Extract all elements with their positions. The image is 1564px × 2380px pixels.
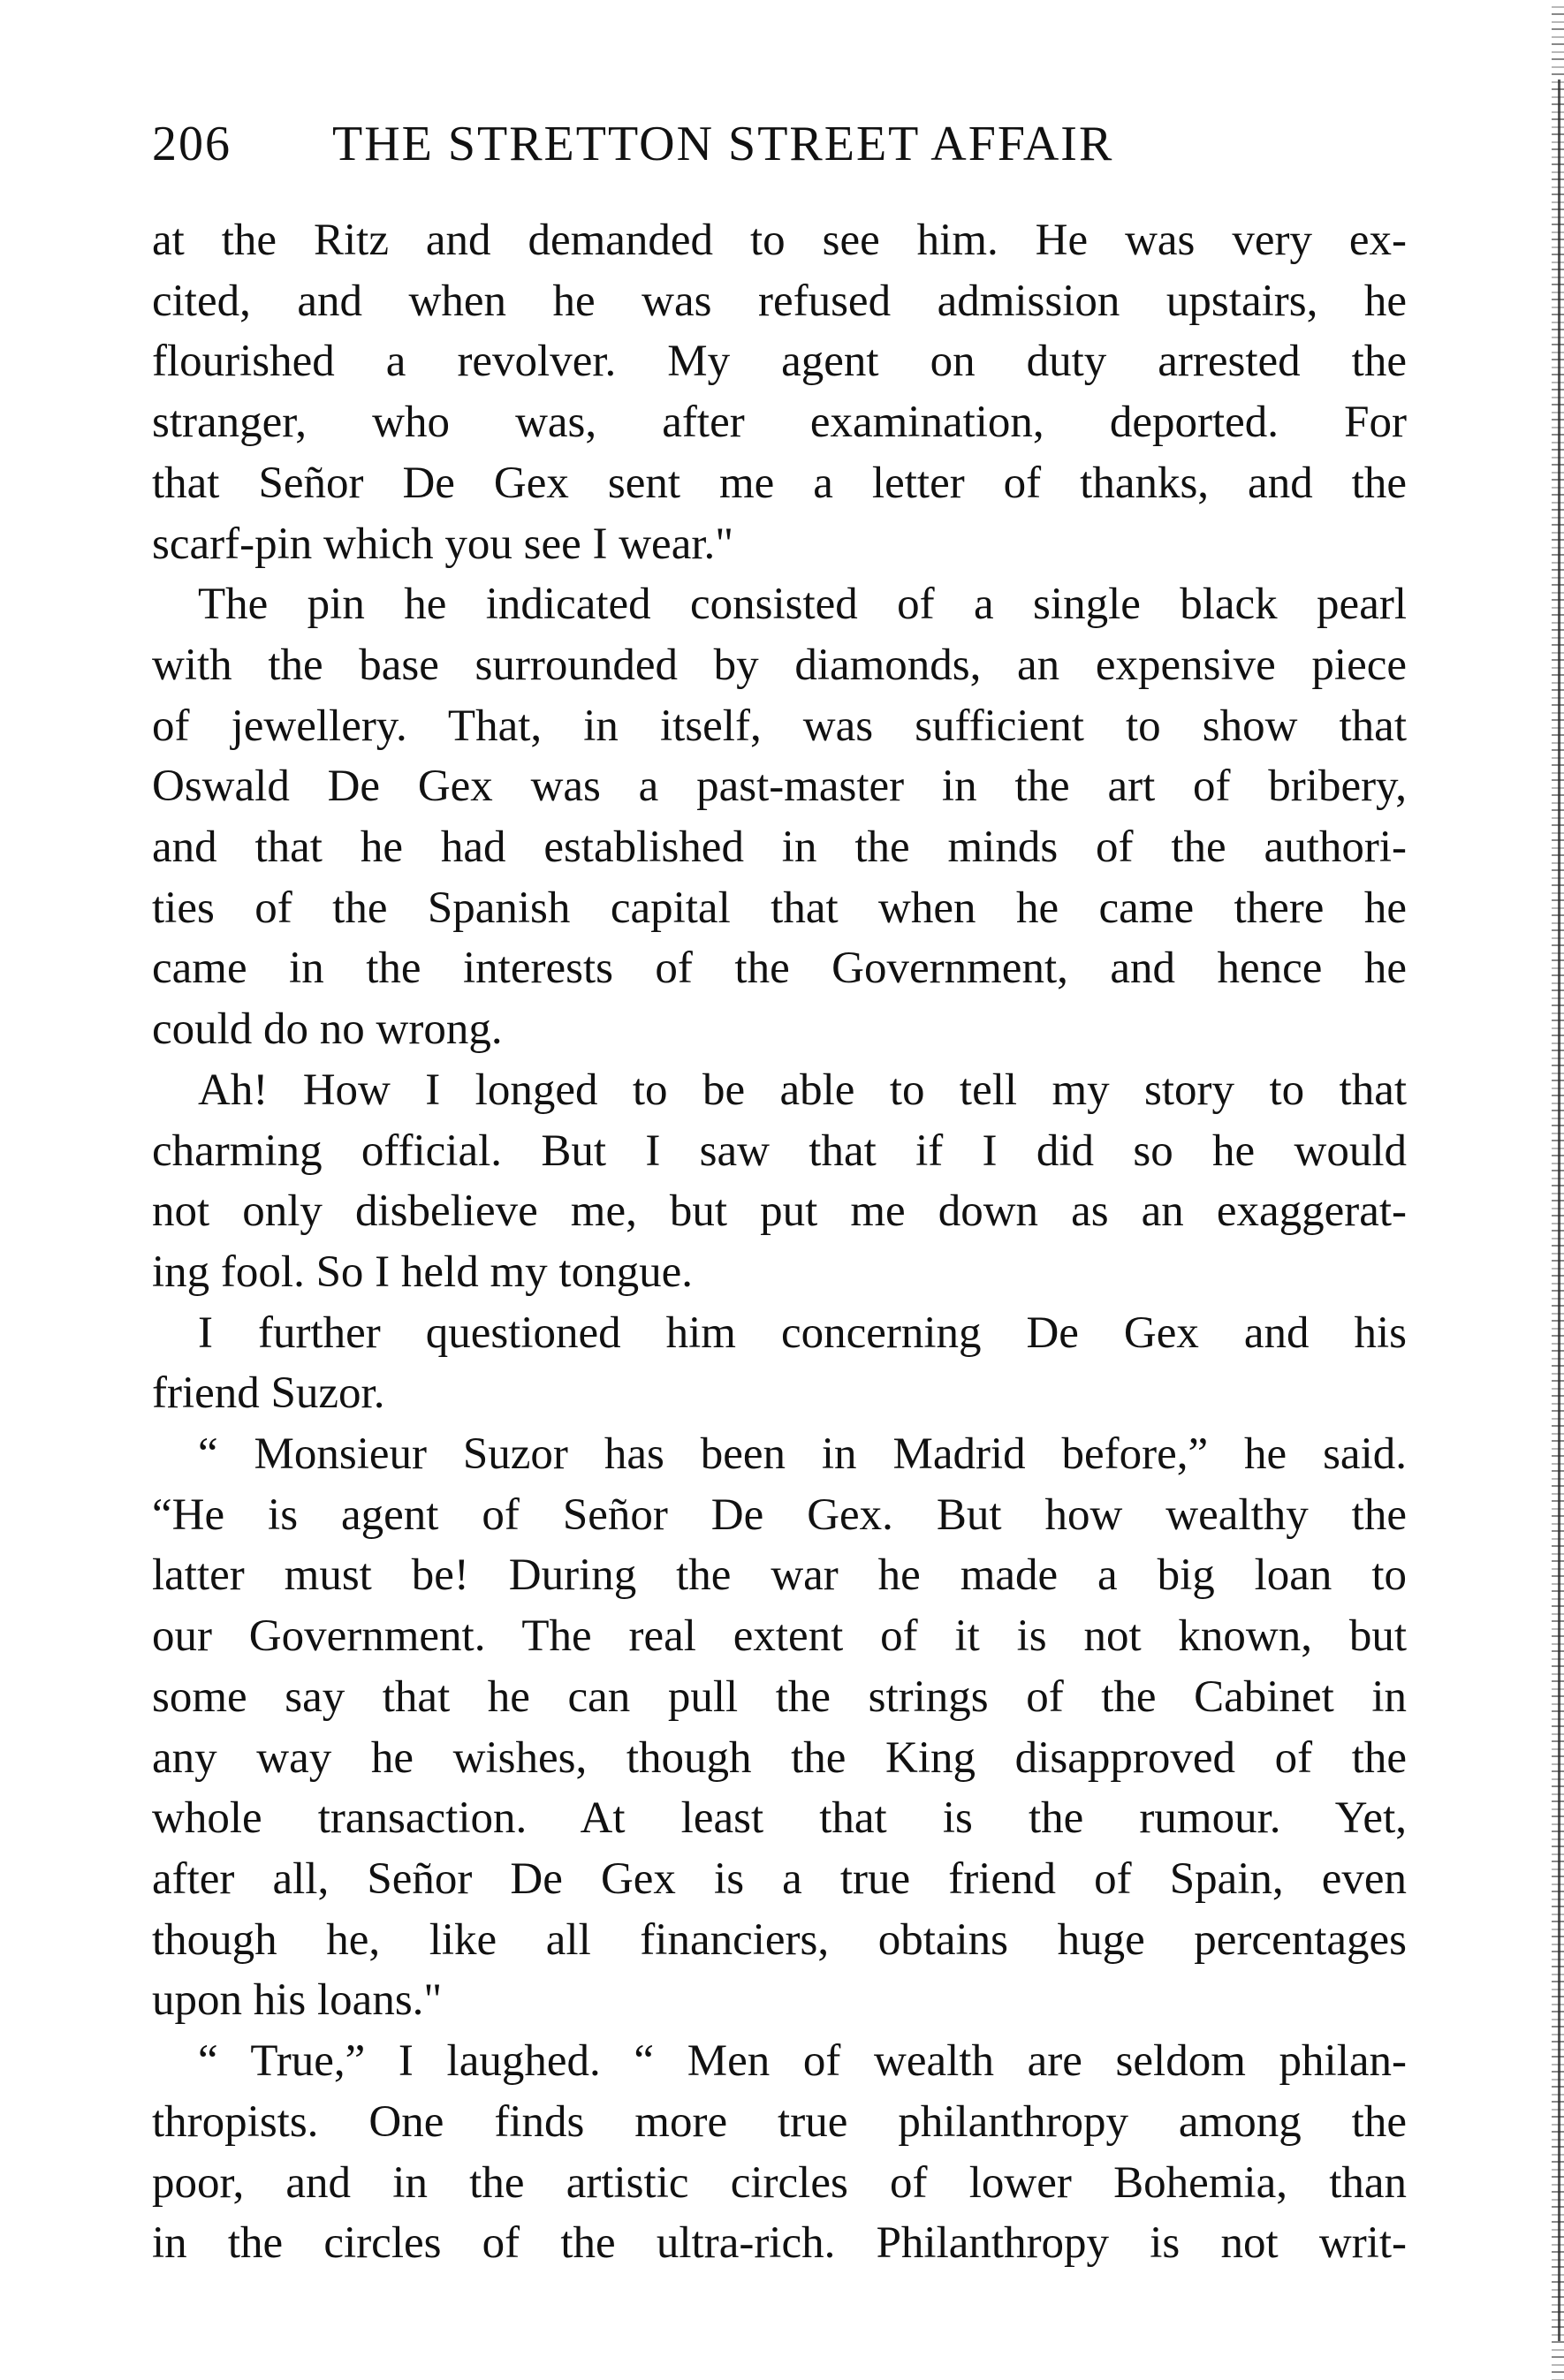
text-line: any way he wishes, though the King disapproved of the	[152, 1732, 1407, 1783]
body-text	[152, 210, 1407, 2274]
text-line: upon his loans."	[152, 1975, 443, 2026]
text-line: some say that he can pull the strings of the Cabinet in	[152, 1671, 1407, 1722]
text-line: ing fool. So I held my tongue.	[152, 1247, 693, 1297]
paragraph-6	[152, 2031, 1407, 2274]
text-line: “ True,” I laughed. “ Men of wealth are seldom philan-	[198, 2036, 1407, 2087]
text-line: friend Suzor.	[152, 1368, 385, 1419]
text-line: stranger, who was, after examination, deported. For	[152, 398, 1407, 448]
text-line: Oswald De Gex was a past-master in the art of bribery,	[152, 762, 1407, 812]
running-title: THE STRETTON STREET AFFAIR	[332, 117, 1114, 171]
text-line: scarf-pin which you see I wear."	[152, 519, 734, 569]
text-line: “ Monsieur Suzor has been in Madrid before,” he said.	[198, 1429, 1407, 1480]
text-line: flourished a revolver. My agent on duty arrested the	[152, 337, 1407, 387]
text-line: “He is agent of Señor De Gex. But how wealthy the	[152, 1489, 1407, 1540]
paragraph-5	[152, 1424, 1407, 2031]
text-line: our Government. The real extent of it is not known, but	[152, 1611, 1407, 1662]
text-line: whole transaction. At least that is the rumour. Yet,	[152, 1793, 1407, 1844]
text-line: thropists. One finds more true philanthropy among the	[152, 2096, 1407, 2147]
text-line: that Señor De Gex sent me a letter of thanks, and the	[152, 458, 1407, 508]
text-line: poor, and in the artistic circles of lower Bohemia, than	[152, 2157, 1407, 2208]
paragraph-2	[152, 574, 1407, 1060]
text-line: of jewellery. That, in itself, was sufficient to show that	[152, 701, 1407, 751]
text-line: latter must be! During the war he made a big loan to	[152, 1550, 1407, 1601]
text-line: with the base surrounded by diamonds, an expensive piece	[152, 640, 1407, 690]
paragraph-4	[152, 1303, 1407, 1424]
scan-edge-line	[1558, 80, 1560, 2341]
paragraph-3	[152, 1060, 1407, 1303]
text-line: came in the interests of the Government, and hence he	[152, 944, 1407, 994]
text-line: could do no wrong.	[152, 1004, 503, 1055]
text-line: charming official. But I saw that if I did so he would	[152, 1126, 1407, 1176]
text-line: Ah! How I longed to be able to tell my story to that	[198, 1065, 1407, 1115]
text-line: The pin he indicated consisted of a single black pearl	[198, 580, 1407, 630]
text-line: ties of the Spanish capital that when he came there he	[152, 883, 1407, 933]
text-line: at the Ritz and demanded to see him. He was very ex-	[152, 216, 1407, 265]
text-line: I further questioned him concerning De Gex and his	[198, 1307, 1407, 1358]
text-line: not only disbelieve me, but put me down as an exaggerat-	[152, 1186, 1407, 1237]
text-line: though he, like all financiers, obtains huge percentages	[152, 1914, 1407, 1965]
text-line: in the circles of the ultra-rich. Philanthropy is not writ-	[152, 2218, 1407, 2269]
text-line: cited, and when he was refused admission upstairs, he	[152, 276, 1407, 326]
running-header	[152, 115, 1407, 173]
text-line: and that he had established in the minds of the authori-	[152, 822, 1407, 873]
paragraph-1	[152, 210, 1407, 574]
page-number: 206	[152, 117, 232, 171]
text-line: after all, Señor De Gex is a true friend of Spain, even	[152, 1853, 1407, 1904]
